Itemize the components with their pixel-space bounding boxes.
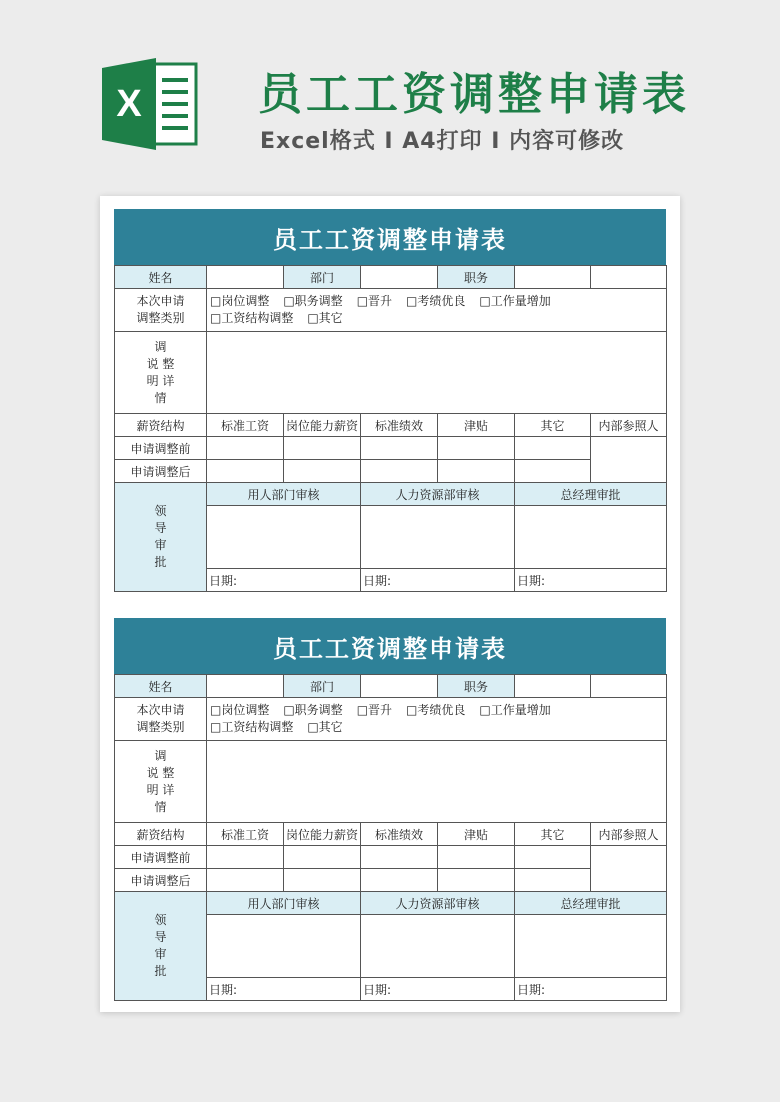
dept-review-header: 用人部门审核 <box>207 483 361 506</box>
page-subtitle: Excel格式 Ⅰ A4打印 Ⅰ 内容可修改 <box>260 129 625 154</box>
salary-structure-label: 薪资结构 <box>115 823 207 846</box>
after-cell[interactable] <box>361 869 438 892</box>
dept-review-date[interactable]: 日期: <box>207 978 361 1001</box>
before-cell[interactable] <box>361 846 438 869</box>
before-adjust-label: 申请调整前 <box>115 846 207 869</box>
hr-review-header: 人力资源部审核 <box>361 892 515 915</box>
dept-review-field[interactable] <box>207 915 361 978</box>
position-field[interactable] <box>515 266 591 289</box>
gm-approval-field[interactable] <box>515 915 667 978</box>
after-cell[interactable] <box>438 460 515 483</box>
checkbox-workload-increase[interactable]: □工作量增加 <box>479 703 551 717</box>
allowance-header: 津贴 <box>438 823 515 846</box>
dept-label: 部门 <box>284 675 361 698</box>
reference-person-header: 内部参照人 <box>591 414 667 437</box>
after-cell[interactable] <box>515 869 591 892</box>
checkbox-other[interactable]: □其它 <box>307 311 343 325</box>
detail-field[interactable] <box>207 741 667 823</box>
after-cell[interactable] <box>515 460 591 483</box>
hr-review-field[interactable] <box>361 506 515 569</box>
dept-review-header: 用人部门审核 <box>207 892 361 915</box>
dept-review-date[interactable]: 日期: <box>207 569 361 592</box>
after-cell[interactable] <box>284 869 361 892</box>
salary-form-2 <box>114 618 666 1001</box>
checkbox-promotion[interactable]: □晋升 <box>356 294 393 308</box>
hr-review-field[interactable] <box>361 915 515 978</box>
excel-icon <box>100 56 200 152</box>
checkbox-other[interactable]: □其它 <box>307 720 343 734</box>
checkbox-duty-adjust[interactable]: □职务调整 <box>283 703 343 717</box>
before-cell[interactable] <box>438 846 515 869</box>
form-table <box>114 265 667 592</box>
checkbox-good-performance[interactable]: □考绩优良 <box>406 703 466 717</box>
gm-approval-header: 总经理审批 <box>515 483 667 506</box>
approval-label: 领 导 审 批 <box>115 892 207 1001</box>
detail-label: 调 说 整 明 详 情 <box>115 332 207 414</box>
name-label: 姓名 <box>115 675 207 698</box>
gm-approval-header: 总经理审批 <box>515 892 667 915</box>
salary-structure-label: 薪资结构 <box>115 414 207 437</box>
document-page <box>100 196 680 1012</box>
detail-label: 调 说 整 明 详 情 <box>115 741 207 823</box>
standard-salary-header: 标准工资 <box>207 414 284 437</box>
before-cell[interactable] <box>438 437 515 460</box>
name-field[interactable] <box>207 675 284 698</box>
reference-person-field[interactable] <box>591 846 667 892</box>
category-options <box>207 289 667 332</box>
checkbox-salary-structure[interactable]: □工资结构调整 <box>210 720 294 734</box>
before-cell[interactable] <box>284 846 361 869</box>
page-title: 员工工资调整申请表 <box>258 69 690 120</box>
position-label: 职务 <box>438 675 515 698</box>
standard-salary-header: 标准工资 <box>207 823 284 846</box>
standard-performance-header: 标准绩效 <box>361 414 438 437</box>
excel-icon-letter: X <box>116 83 142 125</box>
position-label: 职务 <box>438 266 515 289</box>
gm-approval-date[interactable]: 日期: <box>515 978 667 1001</box>
salary-form-1 <box>114 209 666 592</box>
after-cell[interactable] <box>207 869 284 892</box>
checkbox-duty-adjust[interactable]: □职务调整 <box>283 294 343 308</box>
hr-review-date[interactable]: 日期: <box>361 569 515 592</box>
dept-field[interactable] <box>361 266 438 289</box>
checkbox-workload-increase[interactable]: □工作量增加 <box>479 294 551 308</box>
form-title: 员工工资调整申请表 <box>114 209 666 265</box>
before-cell[interactable] <box>207 846 284 869</box>
gm-approval-date[interactable]: 日期: <box>515 569 667 592</box>
after-cell[interactable] <box>361 460 438 483</box>
other-header: 其它 <box>515 823 591 846</box>
after-cell[interactable] <box>284 460 361 483</box>
after-cell[interactable] <box>438 869 515 892</box>
standard-performance-header: 标准绩效 <box>361 823 438 846</box>
gm-approval-field[interactable] <box>515 506 667 569</box>
before-cell[interactable] <box>284 437 361 460</box>
before-adjust-label: 申请调整前 <box>115 437 207 460</box>
before-cell[interactable] <box>515 846 591 869</box>
category-options <box>207 698 667 741</box>
checkbox-post-adjust[interactable]: □岗位调整 <box>210 294 270 308</box>
ability-salary-header: 岗位能力薪资 <box>284 823 361 846</box>
detail-field[interactable] <box>207 332 667 414</box>
hr-review-header: 人力资源部审核 <box>361 483 515 506</box>
blank-cell <box>591 675 667 698</box>
ability-salary-header: 岗位能力薪资 <box>284 414 361 437</box>
before-cell[interactable] <box>361 437 438 460</box>
form-title: 员工工资调整申请表 <box>114 618 666 674</box>
reference-person-header: 内部参照人 <box>591 823 667 846</box>
before-cell[interactable] <box>207 437 284 460</box>
checkbox-post-adjust[interactable]: □岗位调整 <box>210 703 270 717</box>
name-label: 姓名 <box>115 266 207 289</box>
checkbox-promotion[interactable]: □晋升 <box>356 703 393 717</box>
form-table <box>114 674 667 1001</box>
checkbox-good-performance[interactable]: □考绩优良 <box>406 294 466 308</box>
dept-field[interactable] <box>361 675 438 698</box>
approval-label: 领 导 审 批 <box>115 483 207 592</box>
position-field[interactable] <box>515 675 591 698</box>
before-cell[interactable] <box>515 437 591 460</box>
name-field[interactable] <box>207 266 284 289</box>
allowance-header: 津贴 <box>438 414 515 437</box>
category-label: 本次申请 调整类别 <box>115 289 207 332</box>
checkbox-salary-structure[interactable]: □工资结构调整 <box>210 311 294 325</box>
after-adjust-label: 申请调整后 <box>115 460 207 483</box>
banner <box>0 0 780 180</box>
after-adjust-label: 申请调整后 <box>115 869 207 892</box>
category-label: 本次申请 调整类别 <box>115 698 207 741</box>
dept-review-field[interactable] <box>207 506 361 569</box>
other-header: 其它 <box>515 414 591 437</box>
reference-person-field[interactable] <box>591 437 667 483</box>
dept-label: 部门 <box>284 266 361 289</box>
after-cell[interactable] <box>207 460 284 483</box>
hr-review-date[interactable]: 日期: <box>361 978 515 1001</box>
blank-cell <box>591 266 667 289</box>
